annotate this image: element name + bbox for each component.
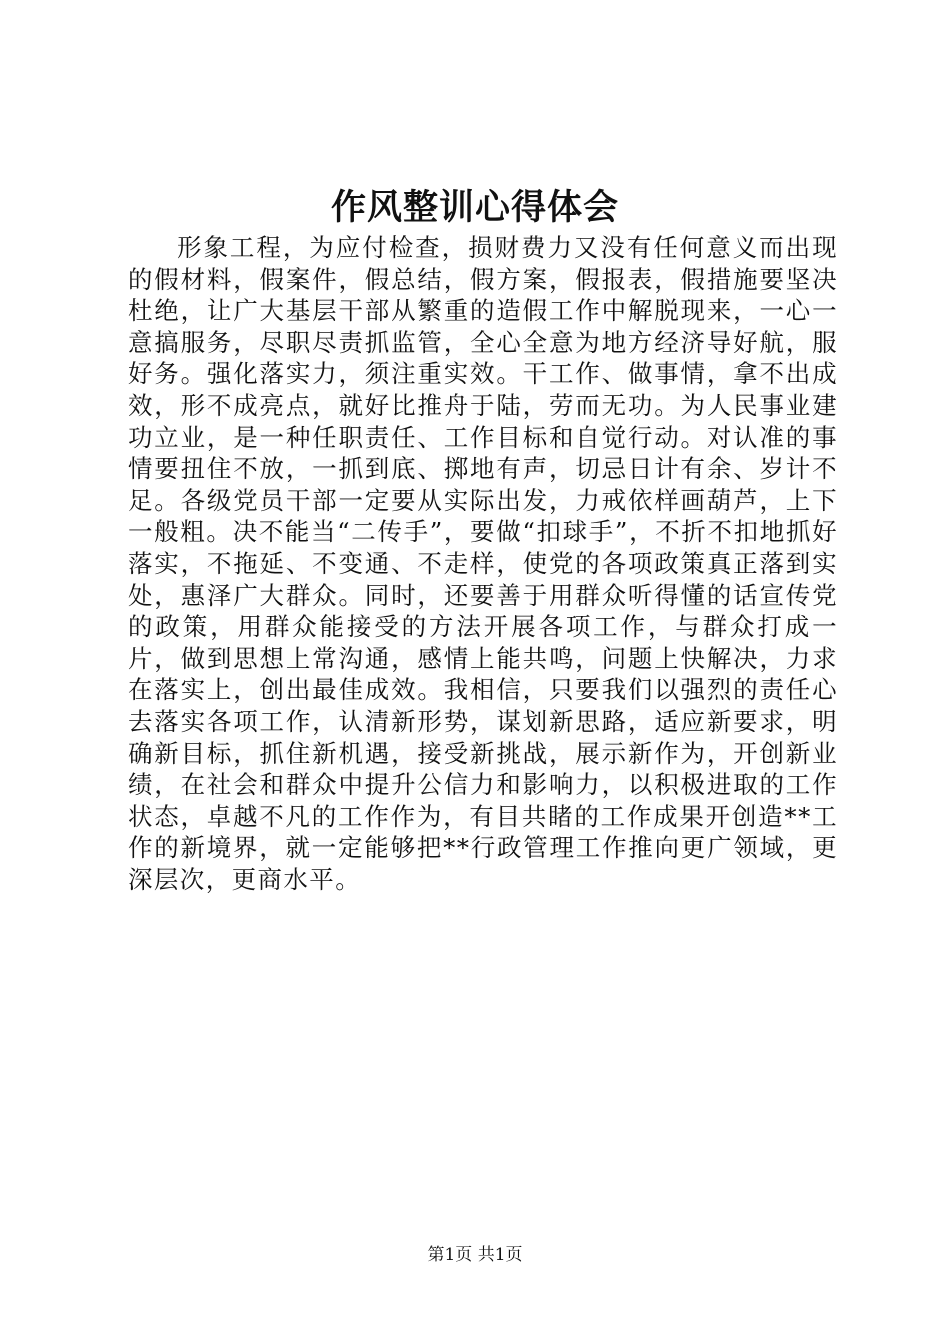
page-footer: 第1页 共1页 [427,1245,523,1265]
body-paragraph: 形象工程，为应付检查，损财费力又没有任何意义而出现的假材料，假案件，假总结，假方案，假报表，假措施要坚决杜绝，让广大基层干部从繁重的造假工作中解脱现来，一心一意搞服务，尽职尽责抓监管，全心全意为地方经济导好航，服好务。强化落实力，须注重实效。干工作、做事情，拿不出成效，形不成亮点，就好比推舟于陆，劳而无功。为人民事业建功立业，是一种任职责任、工作目标和自觉行动。对认准的事情要扭住不放，一抓到底、掷地有声，切忌日计有余、岁计不足。各级党员干部一定要从实际出发，力戒依样画葫芦，上下一般粗。决不能当“二传手”，要做“扣球手”，不折不扣地抓好落实，不拖延、不变通、不走样，使党的各项政策真正落到实处，惠泽广大群众。同时，还要善于用群众听得懂的话宣传党的政策，用群众能接受的方法开展各项工作，与群众打成一片，做到思想上常沟通，感情上能共鸣，问题上快解决，力求在落实上，创出最佳成效。我相信，只要我们以强烈的责任心去落实各项工作，认清新形势，谋划新思路，适应新要求，明确新目标，抓住新机遇，接受新挑战，展示新作为，开创新业绩，在社会和群众中提升公信力和影响力，以积极进取的工作状态，卓越不凡的工作作为，有目共睹的工作成果开创造**工作的新境界，就一定能够把**行政管理工作推向更广领域，更深层次，更商水平。 [128,233,838,894]
document-title: 作风整训心得体会 [330,187,619,228]
